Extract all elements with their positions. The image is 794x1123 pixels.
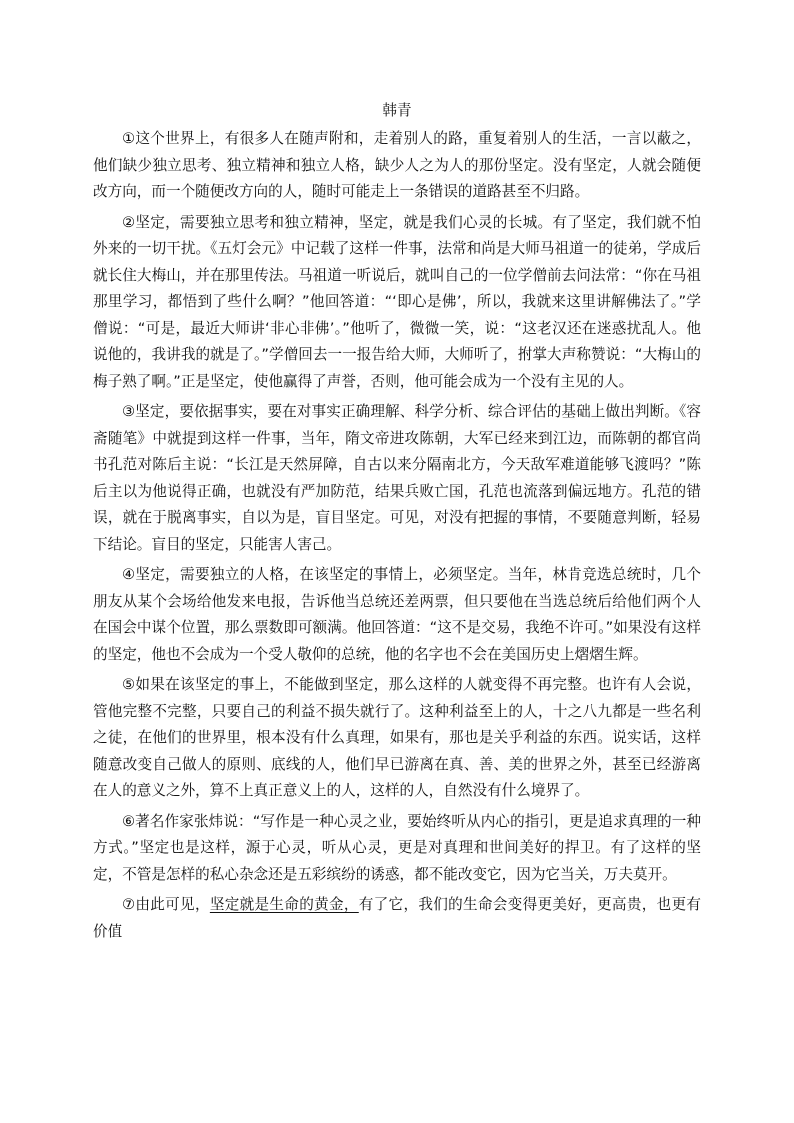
paragraph-3: ③坚定，要依据事实，要在对事实正确理解、科学分析、综合评估的基础上做出判断。《容斋随笔》中就提到这样一件事，当年，隋文帝进攻陈朝，大军已经来到江边，而陈朝的都官尚书孔范对陈后主说：“长江是天然屏障，自古以来分隔南北方，今天敌军难道能够飞渡吗？”陈后主以为他说得正确，也就没有严加防范，结果兵败亡国，孔范也流落到偏远地方。孔范的错误，就在于脱离事实，自以为是，盲目坚定。可见，对没有把握的事情，不要随意判断，轻易下结论。盲目的坚定，只能害人害己。 bbox=[93, 403, 701, 553]
paragraph-7-lead: ⑦由此可见， bbox=[122, 896, 210, 913]
paragraph-5: ⑤如果在该坚定的事上，不能做到坚定，那么这样的人就变得不再完整。也许有人会说，管他完整不完整，只要自己的利益不损失就行了。这种利益至上的人，十之八九都是一些名利之徒，在他们的世界里，根本没有什么真理，如果有，那也是关乎利益的东西。说实话，这样随意改变自己做人的原则、底线的人，他们早已游离在真、善、美的世界之外，甚至已经游离在人的意义之外，算不上真正意义上的人，这样的人，自然没有什么境界了。 bbox=[93, 676, 701, 799]
paragraph-1: ①这个世界上，有很多人在随声附和，走着别人的路，重复着别人的生活，一言以蔽之，他们缺少独立思考、独立精神和独立人格，缺少人之为人的那份坚定。没有坚定，人就会随便改方向，而一个随便改方向的人，随时可能走上一条错误的道路甚至不归路。 bbox=[93, 130, 701, 200]
paragraph-6: ⑥著名作家张炜说：“写作是一种心灵之业，要始终听从内心的指引，更是追求真理的一种方式。”坚定也是这样，源于心灵，听从心灵，更是对真理和世间美好的捍卫。有了这样的坚定，不管是怎样的私心杂念还是五彩缤纷的诱惑，都不能改变它，因为它当关，万夫莫开。 bbox=[93, 812, 701, 883]
paragraph-4: ④坚定，需要独立的人格，在该坚定的事情上，必须坚定。当年，林肯竞选总统时，几个朋友从某个会场给他发来电报，告诉他当总统还差两票，但只要他在当选总统后给他们两个人在国会中谋个位置，那么票数即可额满。他回答道：“这不是交易，我绝不许可。”如果没有这样的坚定，他也不会成为一个受人敬仰的总统，他的名字也不会在美国历史上熠熠生辉。 bbox=[93, 566, 701, 663]
author-name: 韩青 bbox=[382, 102, 412, 119]
paragraph-2: ②坚定，需要独立思考和独立精神，坚定，就是我们心灵的长城。有了坚定，我们就不怕外来的一切干扰。《五灯会元》中记载了这样一件事，法常和尚是大师马祖道一的徒弟，学成后就长住大梅山，并在那里传法。马祖道一听说后，就叫自己的一位学僧前去问法常：“你在马祖那里学习，都悟到了些什么啊？”他回答道：“‘即心是佛’，所以，我就来这里讲解佛法了。”学僧说：“可是，最近大师讲‘非心非佛’。”他听了，微微一笑，说：“这老汉还在迷惑扰乱人。他说他的，我讲我的就是了。”学僧回去一一报告给大师，大师听了，拊掌大声称赞说：“大梅山的梅子熟了啊。”正是坚定，使他赢得了声誉，否则，他可能会成为一个没有主见的人。 bbox=[93, 213, 701, 390]
paragraph-7-tail: 有了它，我们的生命会变得更美好，更高贵，也更有价值 bbox=[93, 896, 701, 940]
paragraph-7 bbox=[93, 892, 701, 945]
article-body bbox=[93, 98, 701, 949]
underlined-sentence: 坚定就是生命的黄金， bbox=[209, 896, 359, 913]
